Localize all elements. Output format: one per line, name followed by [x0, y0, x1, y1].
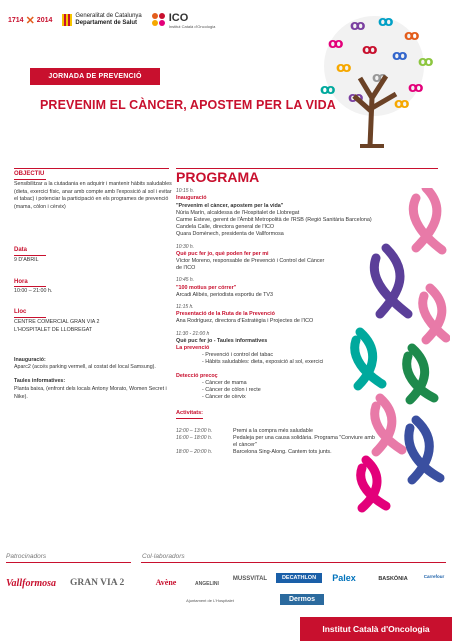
activity3-time: 18:00 – 20:00 h.	[176, 449, 213, 456]
collab-mussvital: MUSSVITAL	[232, 576, 268, 582]
gencat-line1: Generalitat de Catalunya	[75, 13, 142, 19]
taules-value: Planta baixa, (enfront dels locals Antony Morato, Women Secret i Nike).	[14, 385, 167, 400]
block2-line1: Víctor Moreno, responsable de Prevenció i Control del Càncer	[176, 258, 325, 265]
inauguracio-value: Aparc2 (accés parking vermell, al costat del local Samsung).	[14, 364, 156, 371]
pink-ribbon-icon	[413, 188, 442, 250]
gencat-line2: Departament de Salut	[75, 20, 138, 26]
senyera-icon	[62, 14, 72, 26]
activity2-text: Pedaleja per una causa solidària. Programa "Conviure amb el càncer"	[233, 434, 375, 449]
block3-heading: "100 motius per córrer"	[176, 284, 237, 291]
block3-line1: Arcadi Alibés, periodista esportiu de TV3	[176, 291, 273, 298]
svg-text:ꝏ: ꝏ	[336, 60, 352, 76]
footer-brand: Institut Català d'Oncologia	[300, 617, 452, 641]
programa-title: PROGRAMA	[176, 169, 260, 185]
header-logos	[8, 6, 215, 34]
collab-rule	[141, 562, 446, 563]
purple-ribbon-icon	[374, 248, 408, 314]
svg-text:ꝏ: ꝏ	[392, 48, 408, 64]
svg-text:ꝏ: ꝏ	[328, 36, 344, 52]
teal-ribbon-icon	[355, 332, 382, 386]
block5-item2: - Hàbits saludables: dieta, exposició al sol, exercici	[202, 359, 324, 366]
collab-decathlon: DECATHLON	[276, 573, 322, 583]
ico-dots-icon	[152, 13, 166, 27]
ico-sub: Institut Català d'Oncologia	[168, 23, 216, 29]
sponsor-vallformosa: Vallformosa	[6, 578, 57, 589]
taules-heading: Taules informatives:	[14, 378, 66, 385]
collab-dermos: Dermos	[280, 594, 324, 605]
lloc-value-2: L'HOSPITALET DE LLOBREGAT	[14, 326, 93, 333]
activity1-text: Premi a la compra més saludable	[233, 427, 313, 434]
block5-item5: - Càncer de cèrvix	[202, 394, 246, 401]
left-top-rule	[14, 168, 169, 169]
tricentenary-logo	[8, 14, 52, 27]
activity3-text: Barcelona Sing-Along. Cantem tots junts.	[233, 449, 332, 456]
svg-text:ꝏ: ꝏ	[408, 80, 424, 96]
block1-line2: Carme Esteve, gerent de l'Àmbit Metropolità de l'RSB (Regió Sanitària Barcelona)	[176, 217, 372, 224]
svg-text:ꝏ: ꝏ	[394, 96, 410, 112]
block5-item4: - Càncer de còlon i recte	[202, 387, 261, 394]
block5-sub1: La prevenció	[176, 345, 210, 352]
ico-logo	[152, 12, 216, 29]
objectiu-heading: OBJECTIU	[14, 171, 46, 180]
activity2-time: 16:00 – 18:00 h.	[176, 434, 213, 441]
collab-palex: Palex	[332, 573, 356, 583]
gencat-logo	[62, 13, 141, 27]
hora-heading: Hora	[14, 279, 46, 288]
block1-heading: Inauguració	[176, 195, 207, 202]
block4-time: 11:15 h.	[176, 304, 194, 311]
ico-name: ICO	[168, 11, 189, 24]
block4-heading: Presentació de la Ruta de la Prevenció	[176, 311, 275, 318]
svg-text:ꝏ: ꝏ	[418, 54, 434, 70]
inauguracio-heading: Inauguració:	[14, 356, 46, 363]
lloc-value-1: CENTRE COMERCIAL GRAN VIA 2	[14, 318, 100, 325]
green-ribbon-icon	[407, 348, 434, 400]
block1-line3: Candela Calle, directora general de l'ICO	[176, 224, 275, 231]
sponsor-granvia2: GRAN VIA 2	[70, 578, 125, 588]
collab-baskonia: BASKÒNIA	[378, 576, 408, 582]
ribbons-decoration	[346, 188, 450, 518]
block1-line4: Quara Domènech, presidenta de Vallformosa	[176, 231, 284, 238]
svg-text:ꝏ: ꝏ	[350, 18, 366, 34]
block5-item3: - Càncer de mama	[202, 379, 247, 386]
activitats-heading: Activitats:	[176, 410, 203, 418]
tree-foliage	[320, 14, 433, 116]
pink-ribbon-icon-3	[375, 398, 402, 452]
page-title: PREVENIM EL CÀNCER, APOSTEM PER LA VIDA	[40, 98, 336, 112]
hora-value: 10:00 – 21:00 h.	[14, 288, 53, 295]
sponsors-rule	[6, 562, 131, 563]
magenta-ribbon-icon	[361, 460, 386, 508]
event-info-column	[14, 171, 174, 402]
collab-ajuntament-hospitalet: Ajuntament de L'Hospitalet	[186, 598, 234, 603]
collab-avene: Avène	[155, 578, 177, 587]
block2-heading: Què puc fer jo, què poden fer per mi	[176, 250, 269, 257]
event-banner: JORNADA DE PREVENCIÓ	[30, 68, 160, 85]
block5-sub2: Detecció precoç	[176, 372, 218, 379]
data-heading: Data	[14, 247, 46, 256]
col-laboradors-label: Col·laboradors	[142, 553, 185, 560]
svg-text:ꝏ: ꝏ	[372, 70, 388, 86]
objectiu-text: Sensibilitzar a la ciutadania en adquirir i mantenir hàbits saludables (dieta, exercici físic, anar amb compte amb l'exposició al sol i evitar el tabac) i potenciar la participació en els programes de prevenció (mama, còlon i cèrvix)	[14, 180, 172, 211]
logo-1714-left: 1714	[8, 16, 24, 24]
collab-angelini: ANGELINI	[195, 581, 219, 587]
x-mark-icon: ✕	[25, 14, 35, 27]
logo-1714-right: 2014	[36, 16, 53, 24]
activity1-time: 12:00 – 13:00 h.	[176, 427, 213, 434]
svg-text:ꝏ: ꝏ	[362, 42, 378, 58]
svg-text:ꝏ: ꝏ	[404, 28, 420, 44]
ribbon-tree-illustration	[300, 8, 448, 148]
svg-text:ꝏ: ꝏ	[320, 82, 336, 98]
collab-carrefour: Carrefour	[423, 574, 445, 579]
lloc-heading: Lloc	[14, 309, 46, 318]
blue-ribbon-icon	[409, 420, 440, 480]
patrocinadors-label: Patrocinadors	[6, 553, 47, 560]
block2-line2: de l'ICO	[176, 265, 196, 272]
block5-heading: Què puc fer jo - Taules informatives	[176, 337, 268, 344]
block5-time: 11:30 - 21:00 h	[176, 330, 210, 337]
svg-text:ꝏ: ꝏ	[378, 14, 394, 30]
svg-text:ꝏ: ꝏ	[348, 90, 364, 106]
block4-line1: Ana Rodríguez, directora d'Estratègia i Projectes de l'ICO	[176, 318, 314, 325]
footer-bar	[0, 617, 452, 641]
pink-ribbon-icon-2	[423, 288, 446, 340]
block2-time: 10:30 h.	[176, 243, 195, 250]
block1-talk: "Prevenim el càncer, apostem per la vida"	[176, 202, 284, 209]
block1-time: 10:15 h.	[176, 188, 195, 195]
block1-line1: Núria Marín, alcaldessa de l'Hospitalet de Llobregat	[176, 209, 300, 216]
block3-time: 10:45 h.	[176, 277, 195, 284]
block5-item1: - Prevenció i control del tabac	[202, 352, 274, 359]
data-value: 9 D'ABRIL	[14, 256, 39, 263]
